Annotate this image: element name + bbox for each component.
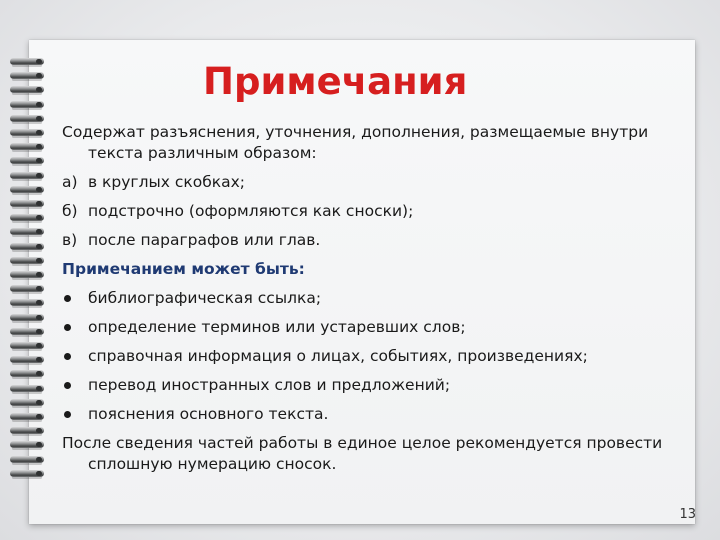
bullet-item bbox=[62, 346, 687, 367]
spiral-ring-icon bbox=[6, 285, 44, 294]
spiral-ring-icon bbox=[6, 314, 44, 323]
spiral-ring-icon bbox=[6, 58, 44, 67]
spiral-ring-icon bbox=[6, 115, 44, 124]
spiral-ring-icon bbox=[6, 72, 44, 81]
bullet-text: пояснения основного текста. bbox=[88, 405, 329, 423]
spiral-ring-icon bbox=[6, 86, 44, 95]
bullet-dot-icon bbox=[64, 353, 71, 360]
spiral-ring-icon bbox=[6, 172, 44, 181]
spiral-ring-icon bbox=[6, 328, 44, 337]
bullet-text: определение терминов или устаревших слов; bbox=[88, 318, 466, 336]
subheading: Примечанием может быть: bbox=[62, 260, 305, 278]
spiral-ring-icon bbox=[6, 143, 44, 152]
spiral-ring-icon bbox=[6, 101, 44, 110]
spiral-ring-icon bbox=[6, 356, 44, 365]
bullet-item bbox=[62, 288, 687, 309]
spiral-ring-icon bbox=[6, 214, 44, 223]
spiral-ring-icon bbox=[6, 456, 44, 465]
spiral-ring-icon bbox=[6, 200, 44, 209]
spiral-ring-icon bbox=[6, 299, 44, 308]
spiral-ring-icon bbox=[6, 427, 44, 436]
list-marker: в) bbox=[62, 231, 78, 249]
bullet-dot-icon bbox=[64, 411, 71, 418]
spiral-ring-icon bbox=[6, 271, 44, 280]
spiral-ring-icon bbox=[6, 257, 44, 266]
spiral-ring-icon bbox=[6, 186, 44, 195]
spiral-ring-icon bbox=[6, 385, 44, 394]
conclusion-paragraph: После сведения частей работы в единое целое рекомендуется провести сплошную нумерацию сносок. bbox=[62, 434, 663, 473]
bullet-dot-icon bbox=[64, 295, 71, 302]
spiral-ring-icon bbox=[6, 413, 44, 422]
spiral-ring-icon bbox=[6, 243, 44, 252]
slide-title: Примечания bbox=[203, 60, 468, 103]
spiral-ring-icon bbox=[6, 370, 44, 379]
bullet-dot-icon bbox=[64, 324, 71, 331]
spiral-ring-icon bbox=[6, 470, 44, 479]
list-item-text: после параграфов или глав. bbox=[88, 231, 321, 249]
bullet-text: справочная информация о лицах, событиях, произведениях; bbox=[88, 347, 588, 365]
bullet-dot-icon bbox=[64, 382, 71, 389]
page-number: 13 bbox=[679, 507, 696, 522]
list-item-c bbox=[62, 230, 687, 251]
spiral-ring-icon bbox=[6, 342, 44, 351]
spiral-ring-icon bbox=[6, 157, 44, 166]
list-marker: а) bbox=[62, 173, 78, 191]
list-item-text: в круглых скобках; bbox=[88, 173, 246, 191]
intro-paragraph: Содержат разъяснения, уточнения, дополнения, размещаемые внутри текста различным образом: bbox=[62, 123, 649, 162]
slide-body bbox=[62, 122, 687, 483]
bullet-item bbox=[62, 375, 687, 396]
list-item-text: подстрочно (оформляются как сноски); bbox=[88, 202, 414, 220]
spiral-ring-icon bbox=[6, 399, 44, 408]
list-item-a bbox=[62, 172, 687, 193]
list-item-b bbox=[62, 201, 687, 222]
spiral-ring-icon bbox=[6, 228, 44, 237]
bullet-item bbox=[62, 404, 687, 425]
spiral-ring-icon bbox=[6, 441, 44, 450]
spiral-binding bbox=[6, 58, 46, 498]
bullet-text: библиографическая ссылка; bbox=[88, 289, 322, 307]
bullet-text: перевод иностранных слов и предложений; bbox=[88, 376, 451, 394]
list-marker: б) bbox=[62, 202, 78, 220]
bullet-item bbox=[62, 317, 687, 338]
spiral-ring-icon bbox=[6, 129, 44, 138]
